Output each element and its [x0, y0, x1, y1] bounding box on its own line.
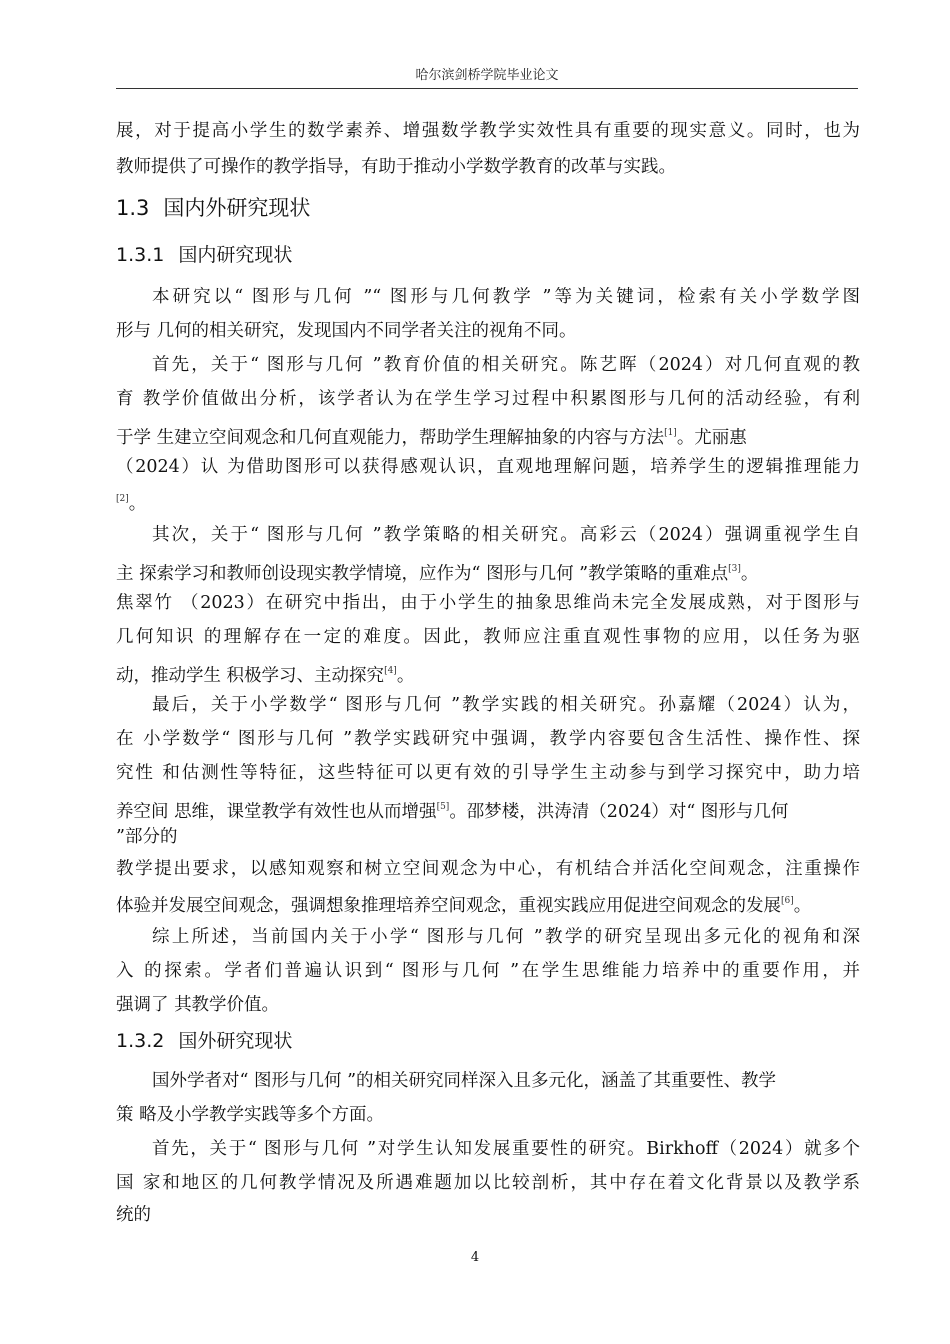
citation-2[interactable]: [2] [116, 494, 129, 504]
body-line: 最后，关于小学数学“ 图形与几何 ”教学实践的相关研究。孙嘉耀（2024）认为， [152, 695, 860, 715]
body-line: 几何知识 的理解存在一定的难度。因此，教师应注重直观性事物的应用，以任务为驱 [116, 627, 860, 647]
body-text: 。 [128, 494, 147, 514]
running-header: 哈尔滨剑桥学院毕业论文 [415, 68, 559, 83]
body-text: 。 [396, 666, 415, 686]
body-text: 动，推动学生 积极学习、主动探究 [116, 666, 385, 686]
body-line: 教师提供了可操作的教学指导，有助于推动小学数学教育的改革与实践。 [116, 157, 676, 177]
body-line: 策 略及小学教学实践等多个方面。 [116, 1105, 385, 1125]
citation-6[interactable]: [6] [781, 896, 794, 906]
subsection-heading-1-3-2 [116, 1026, 292, 1053]
body-line [116, 552, 758, 586]
body-text: 。 [740, 564, 759, 584]
subsection-number: 1.3.1 [116, 244, 165, 266]
citation-4[interactable]: [4] [384, 666, 397, 676]
body-text: 。邵梦楼，洪涛清（2024）对“ 图形与几何 [449, 802, 789, 822]
body-line: 形与 几何的相关研究，发现国内不同学者关注的视角不同。 [116, 321, 577, 341]
section-number: 1.3 [116, 196, 150, 220]
body-line [116, 884, 811, 918]
body-line [116, 416, 747, 450]
body-text: 养空间 思维，课堂教学有效性也从而增强 [116, 802, 437, 822]
header-divider [116, 88, 858, 89]
body-line: 在 小学数学“ 图形与几何 ”教学实践研究中强调，教学内容要包含生活性、操作性、探 [116, 729, 860, 749]
body-line: （2024）认 为借助图形可以获得感观认识，直观地理解问题，培养学生的逻辑推理能力 [116, 457, 860, 477]
subsection-title: 国内研究现状 [178, 244, 293, 266]
body-line: 入 的探索。学者们普遍认识到“ 图形与几何 ”在学生思维能力培养中的重要作用，并 [116, 961, 860, 981]
body-text: 。尤丽惠 [676, 428, 747, 448]
body-line: 首先，关于“ 图形与几何 ”教育价值的相关研究。陈艺晖（2024）对几何直观的教 [152, 355, 860, 375]
section-title: 国内外研究现状 [163, 196, 311, 220]
body-line: 强调了 其教学价值。 [116, 995, 280, 1015]
body-line [116, 482, 146, 516]
subsection-heading-1-3-1 [116, 240, 292, 267]
body-line: 究性 和估测性等特征，这些特征可以更有效的引导学生主动参与到学习探究中，助力培 [116, 763, 860, 783]
body-line: 国 家和地区的几何教学情况及所遇难题加以比较剖析，其中存在着文化背景以及教学系 [116, 1173, 860, 1193]
subsection-title: 国外研究现状 [178, 1030, 293, 1052]
body-line: 育 教学价值做出分析，该学者认为在学生学习过程中积累图形与几何的活动经验，有利 [116, 389, 860, 409]
body-text: 。 [793, 896, 812, 916]
body-line: 教学提出要求，以感知观察和树立空间观念为中心，有机结合并活化空间观念，注重操作 [116, 859, 860, 879]
body-text: 主 探索学习和教师创设现实教学情境，应作为“ 图形与几何 ”教学策略的重难点 [116, 564, 729, 584]
body-line: 焦翠竹 （2023）在研究中指出，由于小学生的抽象思维尚未完全发展成熟，对于图形与 [116, 593, 860, 613]
body-text: 体验并发展空间观念，强调想象推理培养空间观念，重视实践应用促进空间观念的发展 [116, 896, 781, 916]
body-text: 于学 生建立空间观念和几何直观能力，帮助学生理解抽象的内容与方法 [116, 428, 665, 448]
body-line: 展，对于提高小学生的数学素养、增强数学教学实效性具有重要的现实意义。同时，也为 [116, 121, 860, 141]
body-line: ”部分的 [116, 827, 178, 847]
page-number: 4 [470, 1250, 480, 1265]
section-heading-1-3 [116, 192, 310, 222]
citation-5[interactable]: [5] [436, 802, 450, 812]
body-line [116, 790, 788, 824]
body-line: 首先，关于“ 图形与几何 ”对学生认知发展重要性的研究。Birkhoff（2024）就多个 [152, 1139, 860, 1159]
body-line: 统的 [116, 1205, 151, 1225]
body-line: 其次，关于“ 图形与几何 ”教学策略的相关研究。高彩云（2024）强调重视学生自 [152, 525, 860, 545]
citation-3[interactable]: [3] [728, 564, 741, 574]
subsection-number: 1.3.2 [116, 1030, 165, 1052]
body-line [116, 654, 414, 688]
body-line: 综上所述，当前国内关于小学“ 图形与几何 ”教学的研究呈现出多元化的视角和深 [152, 927, 860, 947]
body-line: 国外学者对“ 图形与几何 ”的相关研究同样深入且多元化，涵盖了其重要性、教学 [152, 1071, 777, 1091]
citation-1[interactable]: [1] [664, 428, 677, 438]
body-line: 本研究以“ 图形与几何 ”“ 图形与几何教学 ”等为关键词，检索有关小学数学图 [152, 287, 860, 307]
